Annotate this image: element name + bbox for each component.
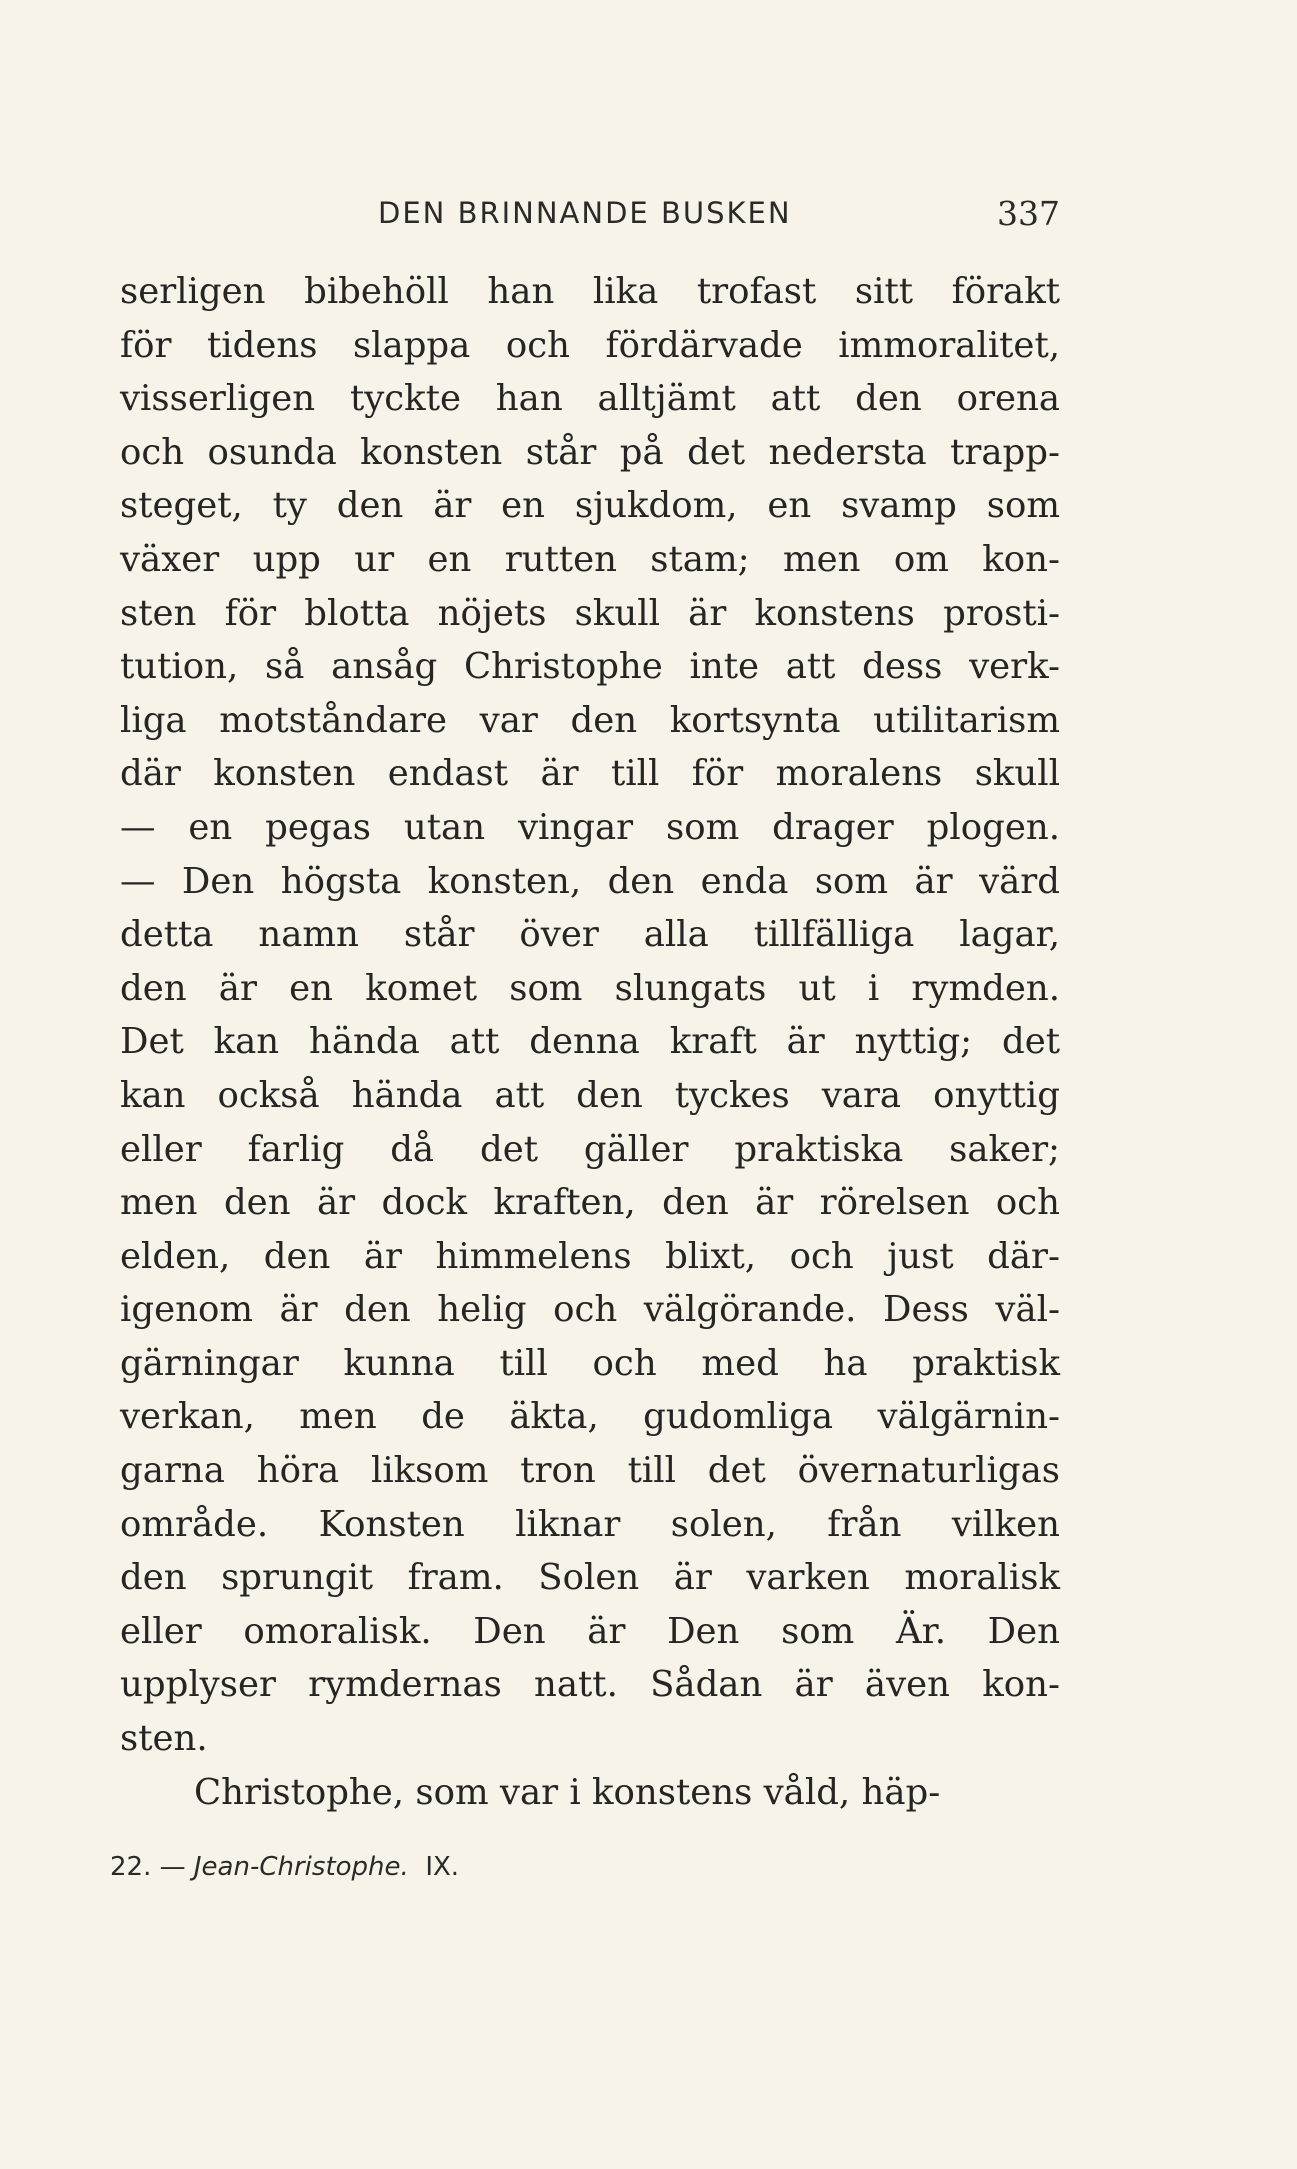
text-line: detta namn står över alla tillfälliga lagar, [120,914,1060,956]
text-line: — Den högsta konsten, den enda som är värd [120,860,1060,902]
text-line: igenom är den helig och välgörande. Dess väl- [120,1289,1060,1331]
text-line: den är en komet som slungats ut i rymden. [120,967,1060,1009]
text-line: tution, så ansåg Christophe inte att dess verk- [120,646,1060,688]
text-line: sten. [120,1718,208,1760]
text-line: område. Konsten liknar solen, från vilken [120,1503,1060,1545]
signature-volume: IX. [425,1852,460,1882]
text-line: den sprungit fram. Solen är varken moralisk [120,1557,1060,1599]
body-text [120,265,1060,1819]
text-line: Det kan hända att denna kraft är nyttig; det [120,1021,1060,1063]
text-line: visserligen tyckte han alltjämt att den orena [120,378,1060,420]
text-line: elden, den är himmelens blixt, och just där- [120,1235,1060,1277]
text-line: Christophe, som var i konstens våld, häp- [194,1771,941,1813]
text-line: sten för blotta nöjets skull är konstens prosti- [120,592,1060,634]
text-line: liga motståndare var den kortsynta utilitarism [120,699,1060,741]
text-line: — en pegas utan vingar som drager plogen. [120,806,1060,848]
text-line: upplyser rymdernas natt. Sådan är även kon- [120,1664,1060,1706]
text-line: och osunda konsten står på det nedersta trapp- [120,431,1060,473]
text-line: eller omoralisk. Den är Den som Är. Den [120,1610,1060,1652]
text-line: kan också hända att den tyckes vara onyttig [120,1074,1060,1116]
text-line: där konsten endast är till för moralens skull [120,753,1060,795]
signature-number: 22. — [110,1852,186,1882]
running-head: DEN BRINNANDE BUSKEN [378,196,792,230]
text-line: verkan, men de äkta, gudomliga välgärnin- [120,1396,1060,1438]
signature-title: Jean-Christophe. [193,1852,409,1882]
text-line: serligen bibehöll han lika trofast sitt förakt [120,271,1060,312]
page-number: 337 [997,194,1060,233]
text-line: garna höra liksom tron till det övernaturligas [120,1450,1060,1492]
text-line: steget, ty den är en sjukdom, en svamp som [120,485,1060,527]
text-line: gärningar kunna till och med ha praktisk [120,1342,1060,1384]
printer-signature [110,1852,459,1882]
text-line: men den är dock kraften, den är rörelsen och [120,1182,1060,1224]
text-line: eller farlig då det gäller praktiska saker; [120,1128,1060,1170]
text-line: för tidens slappa och fördärvade immoralitet, [120,324,1060,366]
text-line: växer upp ur en rutten stam; men om kon- [120,538,1060,580]
page-header [120,196,1060,242]
